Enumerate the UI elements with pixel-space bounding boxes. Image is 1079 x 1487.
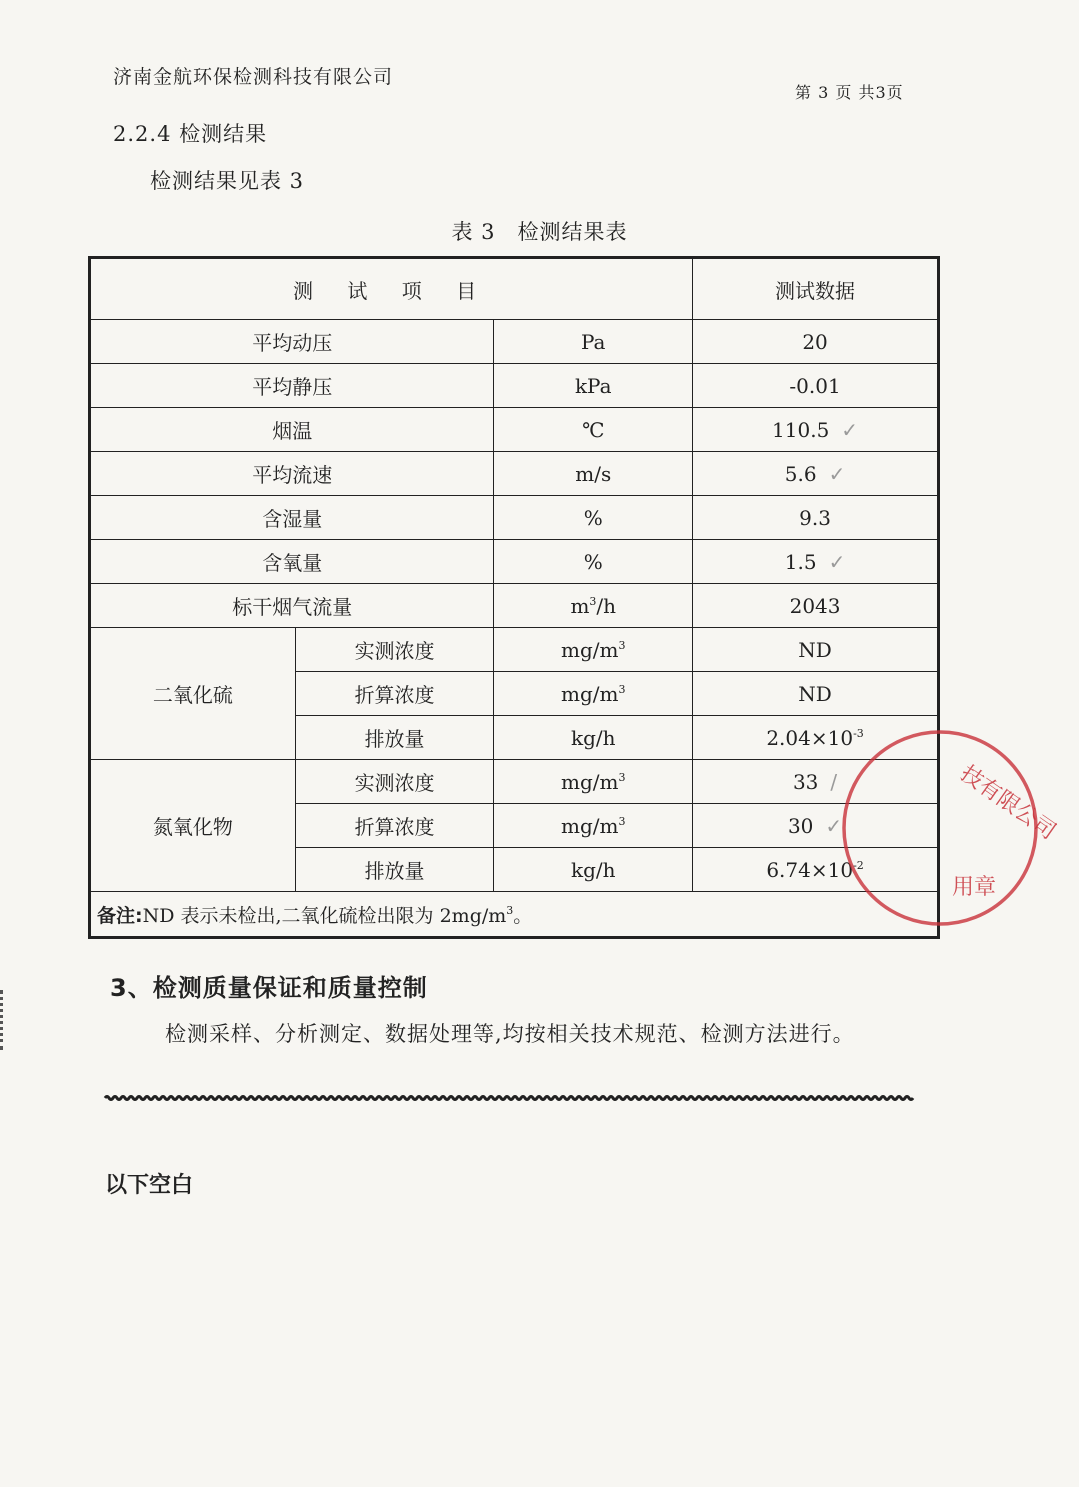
table-row [90, 760, 939, 804]
row-value: 30 [787, 813, 814, 838]
section-224-title: 2.2.4 检测结果 [113, 122, 268, 146]
row-value: 33 [792, 769, 819, 794]
row-unit: % [494, 496, 693, 540]
unit-superscript: 3 [618, 638, 626, 652]
note-superscript: 3 [506, 903, 514, 917]
row-unit: m/s [494, 452, 693, 496]
unit-base: mg/m [561, 637, 619, 662]
unit-base: mg/m [561, 813, 619, 838]
sub-item: 实测浓度 [295, 760, 494, 804]
unit-superscript: 3 [618, 682, 626, 696]
row-value: 5.6 [784, 461, 817, 486]
row-item: 含氧量 [90, 540, 494, 584]
stamp-text-bottom: 用章 [952, 875, 997, 900]
wavy-divider [105, 1090, 913, 1110]
row-item: 平均动压 [90, 320, 494, 364]
value-superscript: -2 [853, 858, 864, 872]
row-value: 6.74×10 [766, 857, 854, 882]
stamp-text-top: 技有限公司 [955, 761, 1061, 845]
section-3-text: 检测采样、分析测定、数据处理等,均按相关技术规范、检测方法进行。 [165, 1022, 855, 1046]
check-mark-icon: ✓ [841, 417, 859, 442]
row-unit: kg/h [494, 716, 693, 760]
row-value: 9.3 [693, 496, 939, 540]
unit-base: m [570, 593, 590, 618]
row-value: 1.5 [784, 549, 817, 574]
header-test-data: 测试数据 [693, 258, 939, 320]
row-unit [494, 628, 693, 672]
unit-superscript: 3 [589, 594, 597, 608]
table-row [90, 408, 939, 452]
check-mark-icon: / [830, 769, 838, 794]
row-value: 2.04×10 [766, 725, 854, 750]
sub-item: 排放量 [295, 716, 494, 760]
table-row [90, 452, 939, 496]
unit-base: mg/m [561, 681, 619, 706]
check-mark-icon: ✓ [825, 813, 843, 838]
row-value-cell [693, 760, 939, 804]
row-value-cell [693, 804, 939, 848]
row-item: 平均静压 [90, 364, 494, 408]
value-superscript: -3 [853, 726, 864, 740]
header-test-item: 测 试 项 目 [90, 258, 693, 320]
row-unit: % [494, 540, 693, 584]
unit-tail: /h [596, 593, 617, 618]
row-unit [494, 584, 693, 628]
table-note [90, 892, 939, 938]
note-row [90, 892, 939, 938]
table-caption-number: 表 3 [451, 220, 496, 244]
table-row [90, 496, 939, 540]
table-caption [0, 216, 1079, 246]
row-unit: Pa [494, 320, 693, 364]
page-info: 第 3 页 共3页 [795, 83, 904, 102]
check-mark-icon: ✓ [828, 461, 846, 486]
table-row [90, 320, 939, 364]
row-item: 烟温 [90, 408, 494, 452]
unit-base: mg/m [561, 769, 619, 794]
row-unit: kg/h [494, 848, 693, 892]
row-value: -0.01 [693, 364, 939, 408]
table-row [90, 584, 939, 628]
check-mark-icon: ✓ [828, 549, 846, 574]
company-seal-stamp [930, 712, 1061, 942]
row-item: 含湿量 [90, 496, 494, 540]
table-row [90, 628, 939, 672]
row-value-cell [693, 716, 939, 760]
row-value-cell [693, 540, 939, 584]
note-label: 备注: [97, 904, 143, 927]
group-name-nox: 氮氧化物 [90, 760, 296, 892]
row-value-cell [693, 848, 939, 892]
row-unit [494, 804, 693, 848]
table-caption-title: 检测结果表 [517, 220, 628, 244]
row-value: 20 [693, 320, 939, 364]
results-table [88, 256, 940, 939]
end-blank-mark: 以下空白 [105, 1173, 194, 1198]
section-224-intro: 检测结果见表 3 [150, 169, 305, 193]
binding-edge-mark [0, 990, 9, 1050]
row-value: ND [693, 628, 939, 672]
sub-item: 实测浓度 [295, 628, 494, 672]
row-item: 标干烟气流量 [90, 584, 494, 628]
note-end: 。 [513, 904, 533, 927]
company-name: 济南金航环保检测科技有限公司 [113, 66, 394, 88]
sub-item: 排放量 [295, 848, 494, 892]
row-value-cell [693, 408, 939, 452]
note-text: ND 表示未检出,二氧化硫检出限为 2mg/m [142, 904, 507, 927]
row-unit [494, 672, 693, 716]
row-unit [494, 760, 693, 804]
row-value: 2043 [693, 584, 939, 628]
table-row [90, 364, 939, 408]
table-row [90, 540, 939, 584]
unit-superscript: 3 [618, 770, 626, 784]
group-name-so2: 二氧化硫 [90, 628, 296, 760]
sub-item: 折算浓度 [295, 672, 494, 716]
unit-superscript: 3 [618, 814, 626, 828]
row-value-cell [693, 452, 939, 496]
table-header-row [90, 258, 939, 320]
section-3-title: 3、检测质量保证和质量控制 [110, 974, 428, 1002]
row-unit: ℃ [494, 408, 693, 452]
sub-item: 折算浓度 [295, 804, 494, 848]
row-value: 110.5 [772, 417, 830, 442]
row-item: 平均流速 [90, 452, 494, 496]
row-value: ND [693, 672, 939, 716]
row-unit: kPa [494, 364, 693, 408]
